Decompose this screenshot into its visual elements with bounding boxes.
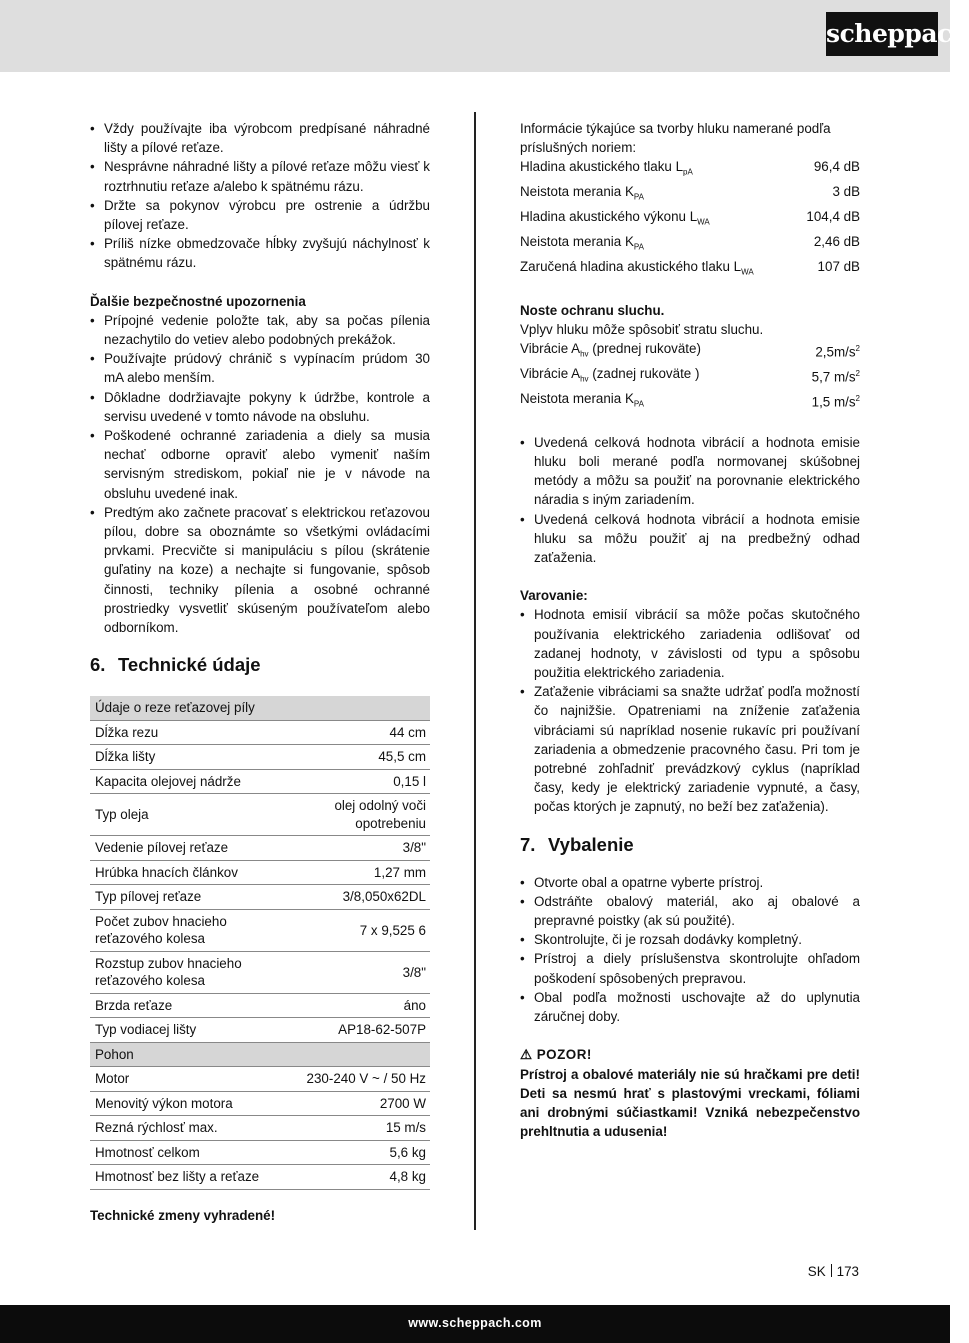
chain-bullets xyxy=(90,119,430,273)
table-row: Rozstup zubov hnacieho reťazového kolesa 3/8" xyxy=(90,951,430,993)
list-item: • Prípojné vedenie položte tak, aby sa počas pílenia nezachytilo do vetiev alebo podobných prekážok. xyxy=(90,311,430,349)
list-item: • Uvedená celková hodnota vibrácií a hodnota emisie hluku sa môžu použiť aj na predbežný odhad zaťaženia. xyxy=(520,510,860,568)
section-heading-unpacking xyxy=(520,833,860,857)
brand-logo: scheppach xyxy=(826,12,938,56)
safety-heading: Ďalšie bezpečnostné upozornenia xyxy=(90,293,306,309)
right-column xyxy=(520,119,860,1141)
table-row: Počet zubov hnacieho reťazového kolesa 7 x 9,525 6 xyxy=(90,909,430,951)
footer-url[interactable]: www.scheppach.com xyxy=(408,1316,542,1330)
caution-text: Prístroj a obalové materiály nie sú hračkami pre deti! Deti sa nesmú hrať s plastovými vreckami, fóliami ani drobnými súčiastkami! Vzniká nebezpečenstvo prehltnutia a udusenia! xyxy=(520,1066,860,1140)
noise-row: Zaručená hladina akustického tlaku $L_{WA}$ 107 dB xyxy=(520,258,860,277)
list-item: • Dôkladne dodržiavajte pokyny k údržbe, kontrole a servisu uvedené v tomto návode na obsluhu. xyxy=(90,388,430,426)
table-row: Hmotnosť celkom 5,6 kg xyxy=(90,1140,430,1165)
page-number: SK 173 xyxy=(807,1264,859,1279)
noise-row: Neistota merania $K_{PA}$ 2,46 dB xyxy=(520,234,860,252)
section-number: 6. xyxy=(90,654,106,676)
safety-bullets xyxy=(90,311,430,637)
hearing-heading: Noste ochranu sluchu. xyxy=(520,302,665,318)
list-item: • Prístroj a diely príslušenstva skontrolujte ohľadom poškodení spôsobených prepravou. xyxy=(520,949,860,987)
hearing-text: Vplyv hluku môže spôsobiť stratu sluchu. xyxy=(520,321,764,337)
table-row: Dĺžka lišty 45,5 cm xyxy=(90,745,430,770)
header-band xyxy=(0,0,950,72)
table-row: Vedenie pílovej reťaze 3/8" xyxy=(90,836,430,861)
noise-values xyxy=(520,157,860,281)
noise-row: Neistota merania $K_{PA}$ 3 dB xyxy=(520,184,860,202)
list-item: • Obal podľa možnosti uschovajte až do uplynutia záručnej doby. xyxy=(520,988,860,1026)
vibration-row: Neistota merania $K_{PA}$ 1,5 $m/s^2$ xyxy=(520,390,860,410)
section-title: Technické údaje xyxy=(118,654,261,676)
table-row: Typ vodiacej lišty AP18-62-507P xyxy=(90,1018,430,1043)
section-heading-technical xyxy=(90,653,430,677)
table-row: Dĺžka rezu 44 cm xyxy=(90,720,430,745)
table-row: Brzda reťaze áno xyxy=(90,993,430,1018)
table-group-header: Pohon xyxy=(90,1042,430,1067)
table-row: Typ oleja olej odolný voči opotrebeniu xyxy=(90,794,430,836)
list-item: • Predtým ako začnete pracovať s elektrickou reťazovou pílou, dobre sa oboznámte so všetkými ovládacími prvkami. Precvičte si manipuláciu s pílou (skrátenie guľatiny na koze) a nechajte si fungovanie, spôsob činnosti, techniky pílenia a osobné ochranné prostriedky vysvetliť skúseným používateľom alebo odborníkom. xyxy=(90,503,430,637)
warning-heading: Varovanie: xyxy=(520,588,588,604)
vibration-row: Vibrácie $A_{hv}$ (prednej rukoväte) $2,5m/s^2$ xyxy=(520,341,860,360)
table-row: Hmotnosť bez lišty a reťaze 4,8 kg xyxy=(90,1165,430,1190)
noise-bullets xyxy=(520,433,860,567)
vibration-values xyxy=(520,339,860,414)
technical-data-table xyxy=(90,696,430,1190)
table-row: Menovitý výkon motora 2700 W xyxy=(90,1091,430,1116)
list-item: • Uvedená celková hodnota vibrácií a hodnota emisie hluku boli merané podľa normovanej skúšobnej metódy a môžu sa použiť na porovnanie elektrického náradia s iným zariadením. xyxy=(520,433,860,510)
warning-triangle-icon: ⚠ xyxy=(520,1047,533,1063)
list-item: • Hodnota emisií vibrácií sa môže počas skutočného používania elektrického zariadenia odlišovať od zadanej hodnoty, v závislosti od typu a spôsobu použitia elektrického zariadenia. xyxy=(520,605,860,682)
column-divider xyxy=(474,112,476,1230)
list-item: • Skontrolujte, či je rozsah dodávky kompletný. xyxy=(520,930,860,949)
noise-row: Hladina akustického výkonu $L_{WA}$ 104,4 dB xyxy=(520,209,860,227)
table-row: Kapacita olejovej nádrže 0,15 l xyxy=(90,769,430,794)
list-item: • Poškodené ochranné zariadenia a diely sa musia nechať odborne opraviť alebo vymeniť naším servisným strediskom, pokiaľ nie je v návode na obsluhu uvedené inak. xyxy=(90,426,430,503)
list-item: • Nesprávne náhradné lišty a pílové reťaze môžu viesť k roztrhnutiu reťaze a/alebo k spätnému rázu. xyxy=(90,157,430,195)
table-row: Rezná rýchlosť max. 15 m/s xyxy=(90,1116,430,1141)
unpack-bullets xyxy=(520,873,860,1027)
list-item: • Príliš nízke obmedzovače hĺbky zvyšujú náchylnosť k spätnému rázu. xyxy=(90,234,430,272)
noise-intro: Informácie týkajúce sa tvorby hluku namerané podľa príslušných noriem: xyxy=(520,121,831,156)
table-group-header: Údaje o reze reťazovej píly xyxy=(90,696,430,720)
vibration-row: Vibrácie $A_{hv}$ (zadnej rukoväte ) 5,7 $m/s^2$ xyxy=(520,366,860,385)
table-row: Hrúbka hnacích článkov 1,27 mm xyxy=(90,860,430,885)
list-item: • Vždy používajte iba výrobcom predpísané náhradné lišty a pílové reťaze. xyxy=(90,119,430,157)
noise-row: Hladina akustického tlaku $L_{pA}$ 96,4 dB xyxy=(520,159,860,178)
section-title: Vybalenie xyxy=(548,833,634,855)
list-item: • Otvorte obal a opatrne vyberte prístroj. xyxy=(520,873,860,892)
table-row: Typ pílovej reťaze 3/8,050x62DL xyxy=(90,885,430,910)
left-column xyxy=(90,119,430,1225)
list-item: • Držte sa pokynov výrobcu pre ostrenie a údržbu pílovej reťaze. xyxy=(90,196,430,234)
list-item: • Odstráňte obalový materiál, ako aj obalové a prepravné poistky (ak sú použité). xyxy=(520,892,860,930)
table-row: Motor 230-240 V ~ / 50 Hz xyxy=(90,1067,430,1092)
section-number: 7. xyxy=(520,833,536,855)
warning-bullets xyxy=(520,605,860,816)
technical-changes-note: Technické zmeny vyhradené! xyxy=(90,1207,276,1223)
list-item: • Zaťaženie vibráciami sa snažte udržať podľa možností čo najnižšie. Opatreniami na zníženie zaťaženia vibráciami sú napríklad nosenie rukavíc pri používaní zariadenia a obmedzenie pracovného času. Pri tom je potrebné zohľadniť prevádzkový cyklus (napríklad časy, kedy je elektrický zariadenie vypnuté, a časy, počas ktorých je zapnutý, no beží bez zaťaženia). xyxy=(520,682,860,816)
list-item: • Používajte prúdový chránič s vypínacím prúdom 30 mA alebo menším. xyxy=(90,349,430,387)
caution-heading: ⚠ POZOR! xyxy=(520,1047,592,1063)
